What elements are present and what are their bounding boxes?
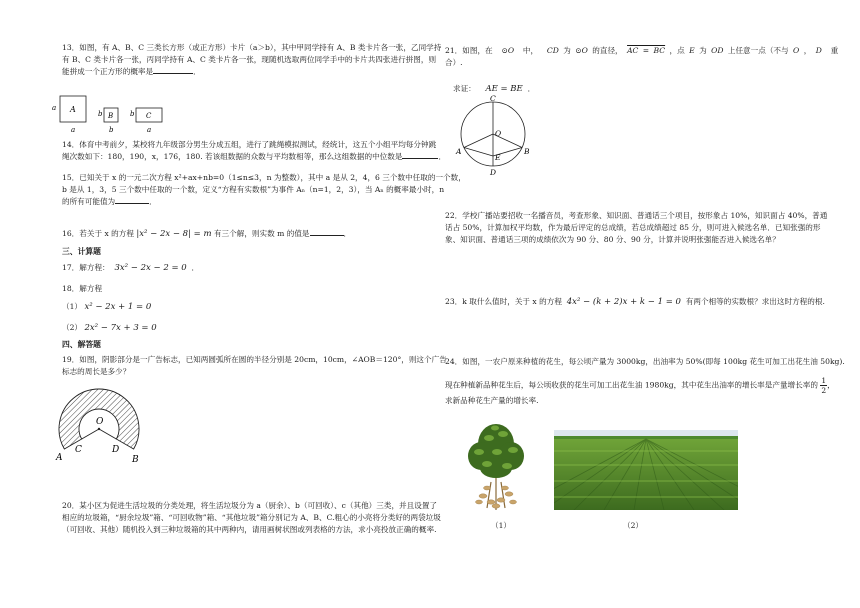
card-b-bottom-label: b <box>109 126 114 134</box>
question-16: 16．若关于 x 的方程 |x² − 2x − 8| = m 有三个解，则实数 m 的值是 ． <box>62 229 352 239</box>
q18-p1-equation: x² − 2x + 1 = 0 <box>84 302 152 312</box>
label-c: C <box>490 94 496 103</box>
q21-line1: 21．如图，在 ⊙O 中， CD 为 ⊙O 的直径， AC = BC ，点 E 为 OD 上任意一点（不与 O ， D 重 <box>445 46 839 55</box>
q21-proof-line: 求证： AE = BE ． <box>453 84 536 94</box>
question-15 <box>62 172 466 207</box>
q13-line2: 有 B、C 类卡片各一张，丙同学持有 A、C 类卡片各一张，现随机选取两位同学手中的卡片共四张进行拼图，则 <box>62 54 437 64</box>
label-d: D <box>112 445 120 455</box>
q16-equation: |x² − 2x − 8| = m <box>136 229 212 239</box>
card-b-side-label: b <box>98 110 103 118</box>
q18-part-2: （2） 2x² − 7x + 3 = 0 <box>62 323 157 333</box>
question-14 <box>62 139 447 163</box>
q17-pre: 17．解方程： <box>62 263 110 272</box>
card-a-bottom-label: a <box>71 126 76 134</box>
section-4-heading: 四、解答题 <box>62 340 101 349</box>
label-a: A <box>456 147 462 156</box>
q15-line3: 的所有可能值为 ． <box>62 196 157 206</box>
q14-answer-blank[interactable] <box>402 151 438 159</box>
q18-title: 18．解方程 <box>62 284 103 293</box>
q23-equation: 4x² − (k + 2)x + k − 1 = 0 <box>566 297 681 307</box>
label-o: O <box>96 417 104 427</box>
card-c-bottom-label: a <box>147 126 152 134</box>
label-e: E <box>495 153 501 162</box>
q15-line1: 15．已知关于 x 的一元二次方程 x²+ax+nb=0（1≤n≤3，n 为整数），其中 a 是从 2，4，6 三个数中任取的一个数， <box>62 173 466 182</box>
q21-proof-equation: AE = BE <box>485 84 523 94</box>
label-b: B <box>132 455 139 465</box>
q17-equation: 3x² − 2x − 2 = 0 <box>114 263 187 273</box>
card-a-label: A <box>70 105 76 114</box>
question-24 <box>445 356 845 407</box>
q15-line2: b 是从 1，3，5 三个数中任取的一个数，定义“方程有实数根”为事件 Aₙ（n=1，2，3），当 Aₙ 的概率最小时，n <box>62 184 445 194</box>
q22-line3: 象、知识面、普通话三项的成绩依次为 90 分、80 分、90 分，计算并说明张强能否进入候选名单？ <box>445 234 780 244</box>
question-20 <box>62 500 441 535</box>
q24-fraction: $\frac{1}{2}$ <box>821 375 827 395</box>
card-b <box>98 108 118 134</box>
card-a-side-label: a <box>52 104 57 112</box>
q13-line1: 13．如图，有 A、B、C 三类长方形（或正方形）卡片（a＞b），其中甲同学持有 A、B 类卡片各一张，乙同学持 <box>62 43 442 52</box>
question-13 <box>62 42 442 77</box>
q18-part-1: （1） x² − 2x + 1 = 0 <box>62 302 152 312</box>
label-a: A <box>56 453 63 463</box>
card-c <box>130 108 162 134</box>
q16-post: 有三个解，则实数 m 的值是 <box>213 229 310 238</box>
question-23: 23．k 取什么值时，关于 x 的方程 4x² − (k + 2)x + k − 1 = 0 有两个相等的实数根？求出这时方程的根. <box>445 297 825 307</box>
q20-line1: 20．某小区为促进生活垃圾的分类处理，将生活垃圾分为 a（厨余）、b（可回收）、c（其他）三类，并且设置了 <box>62 501 438 510</box>
q13-cards-figure <box>48 92 218 136</box>
q13-answer-blank[interactable] <box>153 66 193 74</box>
q19-line2: 标志的周长是多少？ <box>62 366 131 376</box>
q20-line3: （可回收、其他）随机投入到三种垃圾箱的其中两种内，请用画树状图或列表格的方法，求小亮投放正确的概率. <box>62 524 437 534</box>
q19-ad-logo-figure <box>52 384 152 466</box>
photo-2-caption: （2） <box>623 521 644 530</box>
label-o: O <box>495 129 502 138</box>
q14-line2: 绳次数如下：180，190，x，176，180. 若该组数据的众数与平均数相等，那么这组数据的中位数是 ． <box>62 151 447 161</box>
q24-line2: 现在种植新品种花生后，每公顷收获的花生可加工出花生油 1980kg，其中花生出油率的增长率是产量增长率的 $\frac{1}{2}$ ， <box>445 375 835 395</box>
q14-line1: 14．体育中考前夕，某校将九年级部分男生分成五组，进行了跳绳模拟测试，经统计，这五个小组平均每分钟跳 <box>62 140 437 149</box>
q16-answer-blank[interactable] <box>310 228 344 236</box>
q20-line2: 相应的垃圾箱，“厨余垃圾”箱、“可回收物”箱、“其他垃圾”箱分别记为 A、B、C.粗心的小亮将分类好的两袋垃圾 <box>62 512 441 522</box>
label-c: C <box>75 445 82 455</box>
peanut-plant-photo <box>461 422 531 512</box>
q22-line2: 话占 50%，计算加权平均数，作为最后评定的总成绩，若总成绩超过 85 分，则可进入候选名单．已知张强的形 <box>445 222 821 232</box>
question-17: 17．解方程： 3x² − 2x − 2 = 0 ． <box>62 263 200 273</box>
photo-1-caption: （1） <box>491 521 512 530</box>
q24-line3: 求新品种花生产量的增长率. <box>445 395 539 405</box>
question-22 <box>445 210 828 245</box>
card-b-label: B <box>108 112 114 120</box>
q24-line1: 24．如图，一农户原来种植的花生，每公顷产量为 3000kg，出油率为 50%(即每 100kg 花生可加工出花生油 50kg). <box>445 357 845 366</box>
label-d: D <box>490 168 497 177</box>
section-3-heading: 三、计算题 <box>62 247 101 256</box>
q21-line2: 合）. <box>445 57 463 67</box>
question-21 <box>445 45 839 69</box>
q18-p2-equation: 2x² − 7x + 3 = 0 <box>84 323 157 333</box>
label-b: B <box>524 147 530 156</box>
question-18 <box>62 283 432 295</box>
q16-pre: 16．若关于 x 的方程 <box>62 229 134 238</box>
q21-arc-equation: AC = BC <box>627 46 666 55</box>
card-c-label: C <box>146 112 152 120</box>
card-a <box>52 96 86 134</box>
q22-line1: 22．学校广播站要招收一名播音员，考查形象、知识面、普通话三个项目，按形象占 10%，知识面占 40%，普通 <box>445 211 828 220</box>
q21-circle-figure <box>451 94 537 180</box>
q15-answer-blank[interactable] <box>115 196 149 204</box>
peanut-field-photo <box>554 430 738 510</box>
card-c-side-label: b <box>130 110 135 118</box>
question-19 <box>62 354 447 378</box>
q19-line1: 19．如图，阴影部分是一广告标志，已知两圆弧所在圆的半径分别是 20cm，10cm，∠AOB＝120°，则这个广告 <box>62 355 447 364</box>
q13-line3: 能拼成一个正方形的概率是 ． <box>62 66 201 76</box>
